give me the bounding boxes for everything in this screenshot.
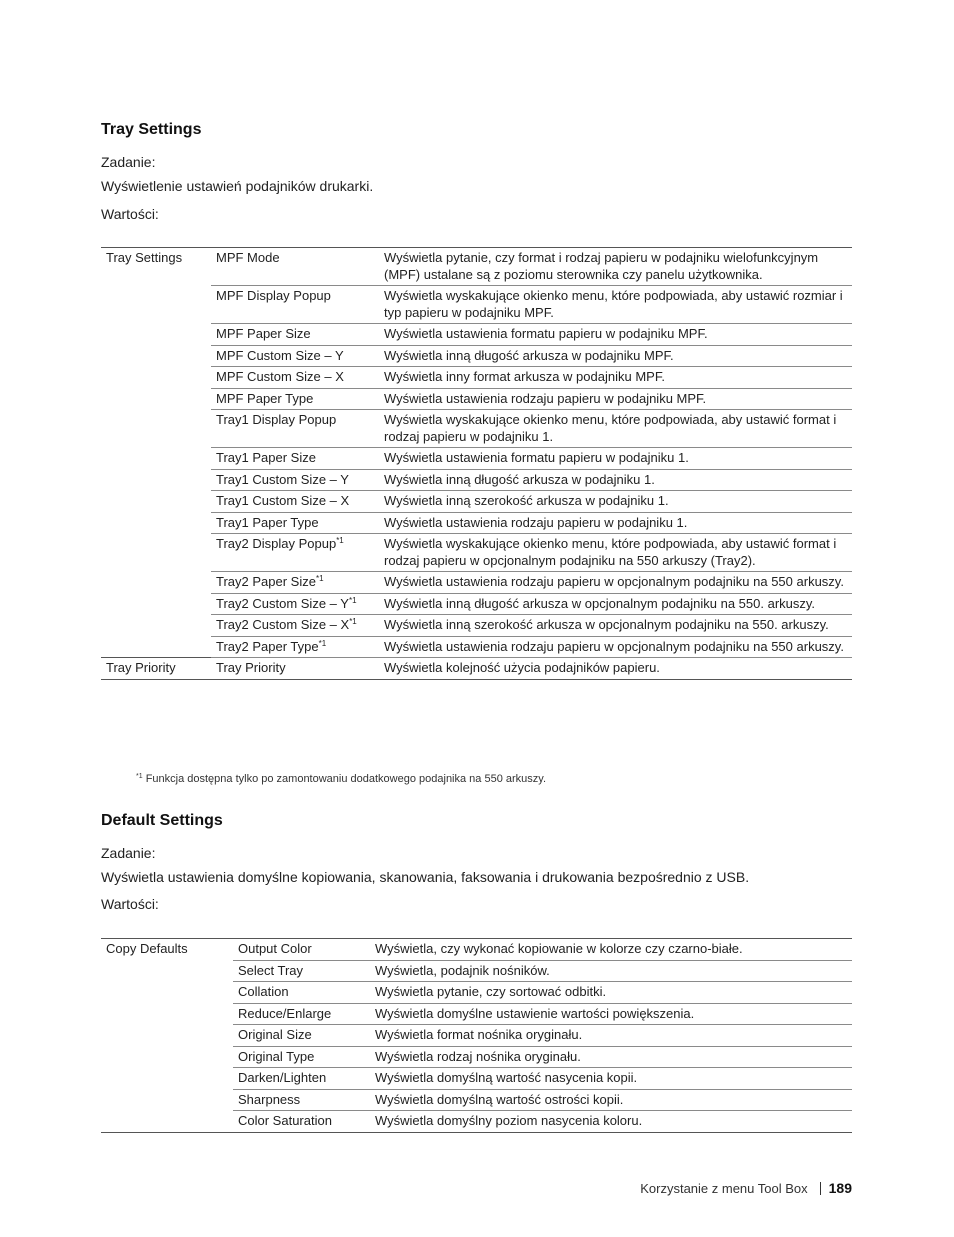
- footnote: [136, 773, 546, 785]
- setting-description: Wyświetla pytanie, czy format i rodzaj papieru w podajniku wielofunkcyjnym (MPF) ustalane są z poziomu sterownika czy panelu użytkownika.: [379, 248, 852, 286]
- setting-name: MPF Paper Size: [216, 326, 311, 341]
- table-row: [101, 248, 852, 286]
- group-cell: [101, 367, 211, 389]
- group-cell: [101, 658, 211, 680]
- setting-name: MPF Mode: [216, 250, 280, 265]
- footer-chapter: Korzystanie z menu Tool Box: [640, 1180, 808, 1196]
- table-row: [101, 1111, 852, 1133]
- defaults-task-label: Zadanie:: [101, 845, 156, 861]
- setting-description: Wyświetla wyskakujące okienko menu, które podpowiada, aby ustawić format i rodzaj papieru w opcjonalnym podajniku na 550 arkuszy (Tray2).: [379, 534, 852, 572]
- table-row: [101, 345, 852, 367]
- table-row: [101, 939, 852, 961]
- footnote-ref: *1: [349, 617, 357, 626]
- table-row: [101, 1089, 852, 1111]
- setting-description: Wyświetla wyskakujące okienko menu, które podpowiada, aby ustawić rozmiar i typ papieru w podajniku MPF.: [379, 286, 852, 324]
- setting-name-cell: [233, 939, 370, 961]
- setting-name-cell: [233, 1089, 370, 1111]
- setting-name: Tray1 Display Popup: [216, 412, 337, 427]
- group-cell: [101, 1068, 233, 1090]
- table-row: [101, 324, 852, 346]
- table-row: [101, 469, 852, 491]
- group-cell: [101, 324, 211, 346]
- setting-name: Tray2 Display Popup: [216, 536, 337, 551]
- setting-description: Wyświetla wyskakujące okienko menu, które podpowiada, aby ustawić format i rodzaj papieru w podajniku 1.: [379, 410, 852, 448]
- setting-description: Wyświetla domyślny poziom nasycenia koloru.: [370, 1111, 852, 1133]
- group-label: Tray Settings: [106, 250, 183, 265]
- setting-description: Wyświetla domyślne ustawienie wartości powiększenia.: [370, 1003, 852, 1025]
- setting-description: Wyświetla inny format arkusza w podajniku MPF.: [379, 367, 852, 389]
- table-row: [101, 658, 852, 680]
- setting-description: Wyświetla inną długość arkusza w podajniku MPF.: [379, 345, 852, 367]
- setting-description: Wyświetla kolejność użycia podajników papieru.: [379, 658, 852, 680]
- group-cell: [101, 982, 233, 1004]
- table-row: [101, 534, 852, 572]
- setting-name: Tray2 Paper Size: [216, 574, 316, 589]
- table-row: [101, 388, 852, 410]
- setting-name-cell: [211, 491, 379, 513]
- group-cell: [101, 410, 211, 448]
- setting-name: MPF Custom Size – Y: [216, 347, 344, 363]
- setting-name-cell: [233, 1046, 370, 1068]
- setting-name: MPF Custom Size – X: [216, 369, 344, 384]
- setting-description: Wyświetla inną długość arkusza w opcjonalnym podajniku na 550. arkuszy.: [379, 593, 852, 615]
- defaults-values-label: Wartości:: [101, 896, 159, 912]
- setting-name: Color Saturation: [238, 1113, 332, 1128]
- footnote-text: Funkcja dostępna tylko po zamontowaniu dodatkowego podajnika na 550 arkuszy.: [145, 773, 547, 785]
- group-cell: [101, 345, 211, 367]
- setting-name: Sharpness: [238, 1091, 301, 1107]
- table-row: [101, 593, 852, 615]
- group-cell: [101, 491, 211, 513]
- footer-separator: [820, 1182, 821, 1195]
- setting-description: Wyświetla ustawienia formatu papieru w podajniku 1.: [379, 448, 852, 470]
- page-footer: [640, 1180, 852, 1196]
- setting-name: MPF Paper Type: [216, 390, 314, 406]
- setting-description: Wyświetla ustawienia rodzaju papieru w opcjonalnym podajniku na 550 arkuszy.: [379, 636, 852, 658]
- footnote-mark: *1: [136, 773, 143, 780]
- tray-task-label: Zadanie:: [101, 154, 156, 170]
- setting-name-cell: [211, 636, 379, 658]
- default-settings-table: [101, 938, 852, 1133]
- setting-description: Wyświetla ustawienia formatu papieru w podajniku MPF.: [379, 324, 852, 346]
- table-row: [101, 1068, 852, 1090]
- group-cell: [101, 1089, 233, 1111]
- default-settings-heading: Default Settings: [101, 812, 223, 829]
- setting-name-cell: [211, 324, 379, 346]
- table-row: [101, 1046, 852, 1068]
- footnote-ref: *1: [318, 638, 327, 648]
- setting-name: Select Tray: [238, 962, 304, 978]
- tray-settings-heading: Tray Settings: [101, 121, 202, 138]
- setting-name-cell: [211, 658, 379, 680]
- setting-name-cell: [211, 512, 379, 534]
- setting-name-cell: [211, 388, 379, 410]
- footnote-ref: *1: [336, 536, 344, 545]
- setting-name-cell: [211, 448, 379, 470]
- setting-name: Tray2 Paper Type: [216, 638, 319, 654]
- setting-name-cell: [233, 1025, 370, 1047]
- table-row: [101, 286, 852, 324]
- setting-name-cell: [233, 960, 370, 982]
- group-cell: [101, 388, 211, 410]
- setting-name-cell: [211, 248, 379, 286]
- group-cell: [101, 1003, 233, 1025]
- setting-name: Original Type: [238, 1048, 315, 1064]
- setting-name-cell: [233, 1003, 370, 1025]
- table-row: [101, 1003, 852, 1025]
- group-cell: [101, 286, 211, 324]
- setting-name-cell: [211, 286, 379, 324]
- group-cell: [101, 572, 211, 594]
- setting-description: Wyświetla inną długość arkusza w podajniku 1.: [379, 469, 852, 491]
- setting-name: Tray2 Custom Size – Y: [216, 595, 349, 611]
- setting-name: Tray2 Custom Size – X: [216, 617, 350, 632]
- setting-name-cell: [211, 469, 379, 491]
- setting-name: Tray1 Paper Type: [216, 514, 319, 530]
- tray-settings-table: [101, 247, 852, 680]
- setting-name-cell: [211, 593, 379, 615]
- table-row: [101, 572, 852, 594]
- setting-description: Wyświetla ustawienia rodzaju papieru w podajniku 1.: [379, 512, 852, 534]
- table-row: [101, 367, 852, 389]
- setting-name: Tray1 Custom Size – X: [216, 493, 350, 508]
- setting-name: Output Color: [238, 941, 312, 956]
- group-cell: [101, 593, 211, 615]
- table-row: [101, 1025, 852, 1047]
- setting-name: Reduce/Enlarge: [238, 1005, 332, 1021]
- table-row: [101, 615, 852, 637]
- group-cell: [101, 534, 211, 572]
- setting-name-cell: [211, 534, 379, 572]
- setting-description: Wyświetla ustawienia rodzaju papieru w opcjonalnym podajniku na 550 arkuszy.: [379, 572, 852, 594]
- setting-description: Wyświetla, podajnik nośników.: [370, 960, 852, 982]
- footnote-ref: *1: [315, 574, 324, 583]
- setting-name: Original Size: [238, 1027, 312, 1042]
- group-cell: [101, 1046, 233, 1068]
- setting-name-cell: [211, 345, 379, 367]
- setting-description: Wyświetla format nośnika oryginału.: [370, 1025, 852, 1047]
- table-row: [101, 982, 852, 1004]
- setting-name: Tray Priority: [216, 660, 286, 675]
- group-cell: [101, 1111, 233, 1133]
- setting-name-cell: [233, 982, 370, 1004]
- setting-description: Wyświetla domyślną wartość nasycenia kopii.: [370, 1068, 852, 1090]
- group-cell: [101, 960, 233, 982]
- setting-description: Wyświetla inną szerokość arkusza w podajniku 1.: [379, 491, 852, 513]
- group-cell: [101, 939, 233, 961]
- tray-values-label: Wartości:: [101, 206, 159, 222]
- group-cell: [101, 448, 211, 470]
- setting-name-cell: [233, 1068, 370, 1090]
- defaults-task-text: Wyświetla ustawienia domyślne kopiowania, skanowania, faksowania i drukowania bezpośrednio z USB.: [101, 869, 750, 885]
- setting-name: MPF Display Popup: [216, 288, 331, 303]
- setting-description: Wyświetla pytanie, czy sortować odbitki.: [370, 982, 852, 1004]
- setting-description: Wyświetla, czy wykonać kopiowanie w kolorze czy czarno-białe.: [370, 939, 852, 961]
- group-cell: [101, 615, 211, 637]
- setting-name-cell: [211, 367, 379, 389]
- setting-name-cell: [211, 572, 379, 594]
- group-cell: [101, 248, 211, 286]
- table-row: [101, 636, 852, 658]
- group-cell: [101, 469, 211, 491]
- footnote-ref: *1: [348, 595, 357, 605]
- setting-name-cell: [211, 410, 379, 448]
- setting-name: Darken/Lighten: [238, 1070, 327, 1085]
- table-row: [101, 491, 852, 513]
- setting-name: Collation: [238, 984, 289, 999]
- setting-description: Wyświetla ustawienia rodzaju papieru w podajniku MPF.: [379, 388, 852, 410]
- setting-description: Wyświetla rodzaj nośnika oryginału.: [370, 1046, 852, 1068]
- setting-name: Tray1 Custom Size – Y: [216, 471, 349, 487]
- setting-name-cell: [233, 1111, 370, 1133]
- table-row: [101, 960, 852, 982]
- table-row: [101, 448, 852, 470]
- setting-name-cell: [211, 615, 379, 637]
- group-label: Tray Priority: [106, 660, 176, 675]
- group-cell: [101, 1025, 233, 1047]
- setting-name: Tray1 Paper Size: [216, 450, 316, 465]
- setting-description: Wyświetla domyślną wartość ostrości kopii.: [370, 1089, 852, 1111]
- page-number: 189: [828, 1180, 852, 1196]
- table-row: [101, 410, 852, 448]
- group-label: Copy Defaults: [106, 941, 188, 956]
- group-cell: [101, 512, 211, 534]
- table-row: [101, 512, 852, 534]
- tray-task-text: Wyświetlenie ustawień podajników drukarki.: [101, 178, 374, 194]
- group-cell: [101, 636, 211, 658]
- setting-description: Wyświetla inną szerokość arkusza w opcjonalnym podajniku na 550. arkuszy.: [379, 615, 852, 637]
